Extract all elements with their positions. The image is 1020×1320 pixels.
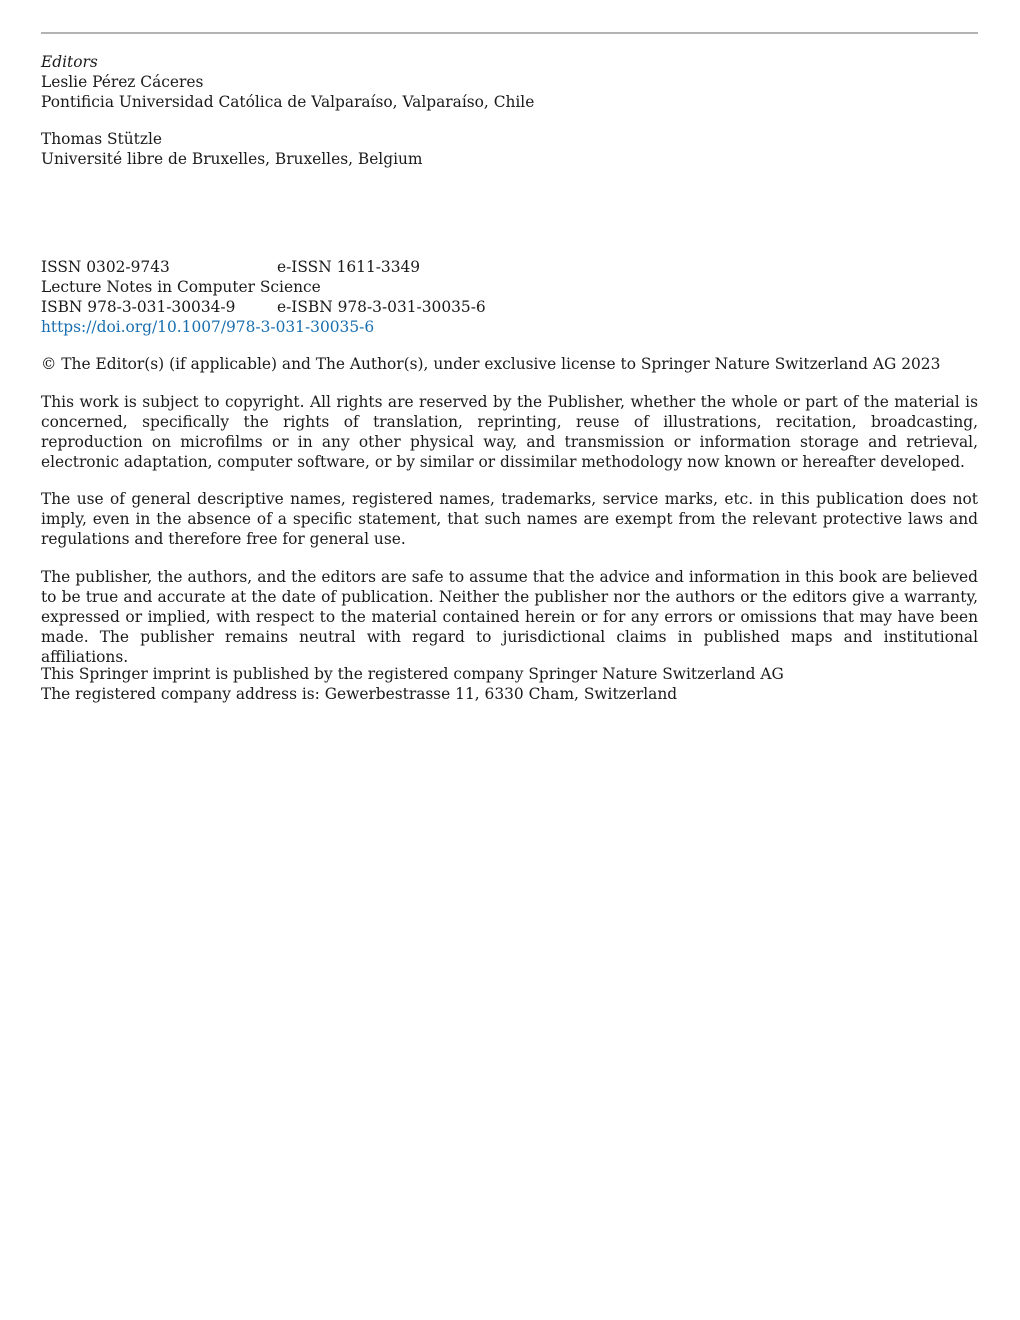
- copyright-paragraph: This work is subject to copyright. All rights are reserved by the Publisher, whether the whole or part of the material is concerned, specifically the rights of translation, reprinting, reuse of illustrations, recitation, broadcasting, reproduction on microfilms or in any other physical way, and transmission or information storage and retrieval, electronic adaptation, computer software, or by similar or dissimilar methodology now known or hereafter developed.: [41, 393, 978, 471]
- editor-name: Thomas Stützle: [41, 130, 162, 148]
- doi-link[interactable]: https://doi.org/10.1007/978-3-031-30035-6: [41, 318, 375, 336]
- imprint-block: [41, 664, 978, 704]
- eisbn: e-ISBN 978-3-031-30035-6: [277, 298, 486, 316]
- editor-affiliation: Université libre de Bruxelles, Bruxelles, Belgium: [41, 150, 423, 168]
- eissn: e-ISSN 1611-3349: [277, 258, 421, 276]
- editors-heading: Editors: [41, 53, 98, 71]
- trademark-paragraph: The use of general descriptive names, registered names, trademarks, service marks, etc. in this publication does not imply, even in the absence of a specific statement, that such names are exempt from the relevant protective laws and regulations and therefore free for general use.: [41, 490, 978, 548]
- identifiers-block: [41, 257, 978, 337]
- editor-affiliation: Pontificia Universidad Católica de Valparaíso, Valparaíso, Chile: [41, 93, 535, 111]
- series-title: Lecture Notes in Computer Science: [41, 278, 321, 296]
- editor-block: [41, 129, 978, 169]
- editor-name: Leslie Pérez Cáceres: [41, 73, 204, 91]
- isbn: ISBN 978-3-031-30034-9: [41, 298, 236, 316]
- top-rule: [41, 32, 978, 34]
- disclaimer-paragraph: The publisher, the authors, and the editors are safe to assume that the advice and information in this book are believed to be true and accurate at the date of publication. Neither the publisher nor the authors or the editors give a warranty, expressed or implied, with respect to the material contained herein or for any errors or omissions that may have been made. The publisher remains neutral with regard to jurisdictional claims in published maps and institutional affiliations.: [41, 568, 978, 666]
- imprint-line: This Springer imprint is published by the registered company Springer Nature Switzerland AG: [41, 665, 784, 683]
- copyright-notice: [41, 354, 978, 374]
- issn-row: [41, 257, 978, 277]
- editors-block: [41, 52, 978, 112]
- company-address: The registered company address is: Gewerbestrasse 11, 6330 Cham, Switzerland: [41, 685, 678, 703]
- copyright-text: © The Editor(s) (if applicable) and The Author(s), under exclusive license to Springer Nature Switzerland AG 2023: [41, 355, 941, 373]
- issn: ISSN 0302-9743: [41, 258, 170, 276]
- isbn-row: [41, 297, 978, 317]
